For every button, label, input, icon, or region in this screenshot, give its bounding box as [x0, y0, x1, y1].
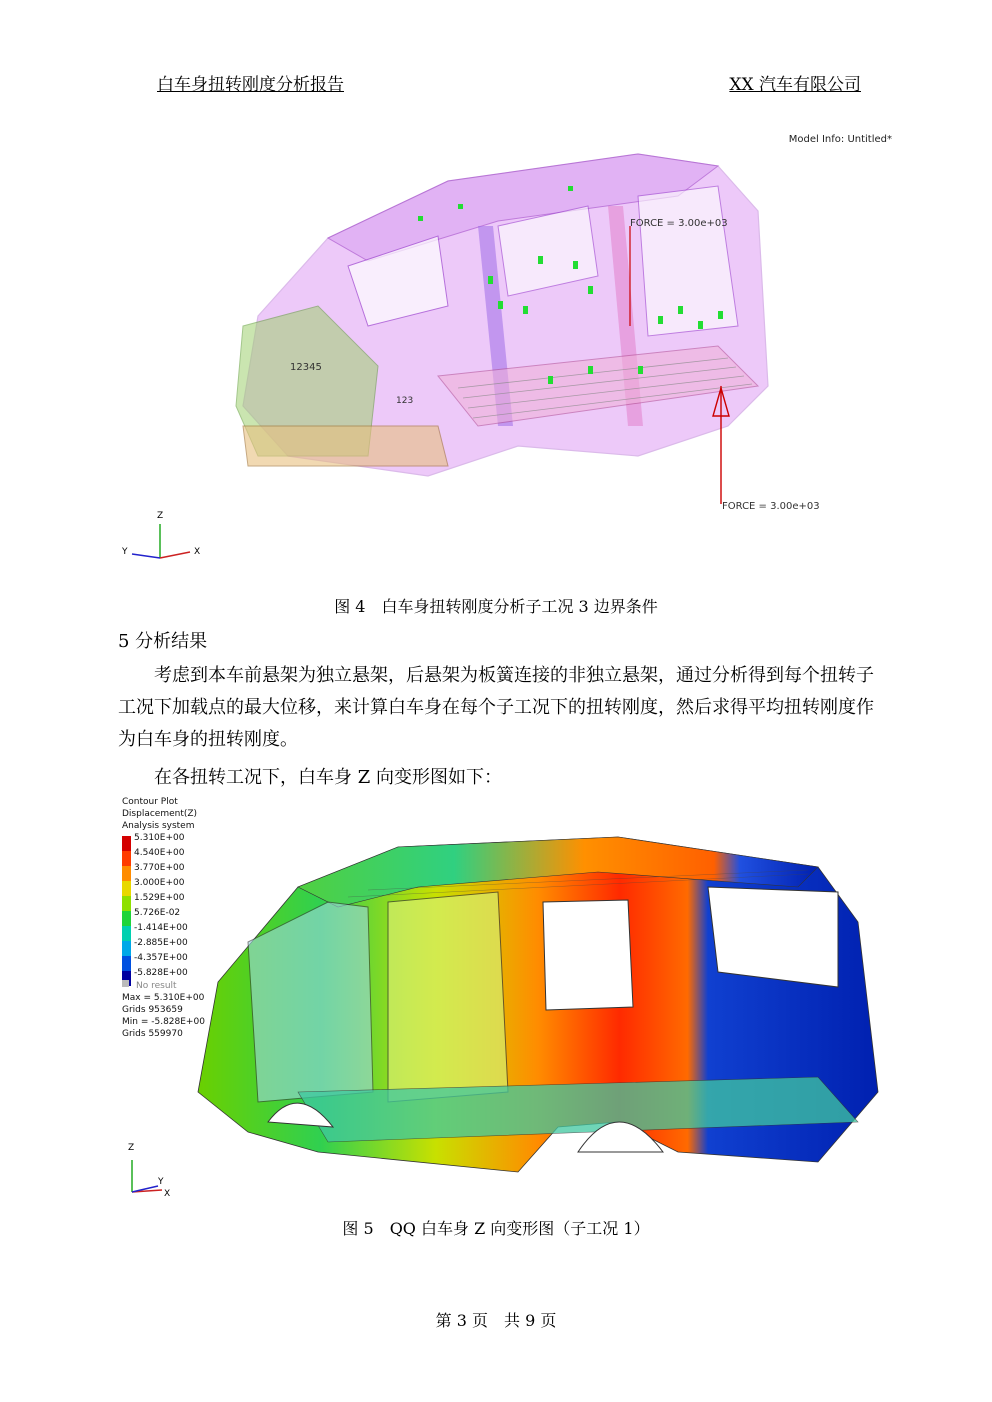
header-company: XX 汽车有限公司 [729, 75, 861, 95]
svg-text:Grids 559970: Grids 559970 [122, 1029, 183, 1039]
legend-value: -2.885E+00 [134, 938, 188, 948]
svg-text:Displacement(Z): Displacement(Z) [122, 809, 198, 819]
legend-swatch [122, 926, 131, 941]
legend-value: -1.414E+00 [134, 923, 188, 933]
legend-value: -5.828E+00 [134, 968, 188, 978]
contour-legend [122, 797, 205, 1039]
legend-swatch [122, 866, 131, 881]
header-title: 白车身扭转刚度分析报告 [157, 75, 344, 95]
legend-value: 3.000E+00 [134, 878, 185, 888]
svg-text:Z: Z [157, 511, 164, 521]
figure-5-caption: 图 5 QQ 白车身 Z 向变形图（子工况 1） [342, 1219, 650, 1238]
legend-swatch [122, 851, 131, 866]
legend-value: 5.310E+00 [134, 833, 185, 843]
page-footer: 第 3 页 共 9 页 [435, 1311, 557, 1330]
svg-text:No result: No result [136, 981, 177, 991]
svg-text:Grids 953659: Grids 953659 [122, 1005, 183, 1015]
svg-text:Min = -5.828E+00: Min = -5.828E+00 [122, 1017, 205, 1027]
body-paragraph-1: 考虑到本车前悬架为独立悬架，后悬架为板簧连接的非独立悬架，通过分析得到每个扭转子工况下加载点的最大位移，来计算白车身在每个子工况下的扭转刚度，然后求得平均扭转刚度作为白车身的扭转刚度。 [118, 665, 874, 750]
legend-value: 3.770E+00 [134, 863, 185, 873]
svg-text:Contour Plot: Contour Plot [122, 797, 178, 807]
legend-swatch [122, 956, 131, 971]
svg-text:Y: Y [122, 547, 128, 557]
figure-4-caption: 图 4 白车身扭转刚度分析子工况 3 边界条件 [334, 597, 658, 616]
axis-triad [128, 1143, 170, 1199]
legend-value: -4.357E+00 [134, 953, 188, 963]
side-door-opening [388, 892, 508, 1102]
model-info-label: Model Info: Untitled* [788, 134, 892, 145]
side-window [543, 900, 633, 1010]
svg-text:X: X [194, 547, 201, 557]
legend-value: 5.726E-02 [134, 908, 181, 918]
figure-5-contour-plot [118, 792, 898, 1202]
front-frame-rail [243, 426, 448, 466]
figure-4-boundary-conditions [118, 126, 898, 578]
svg-text:Y: Y [158, 1177, 164, 1187]
body-paragraph-2: 在各扭转工况下，白车身 Z 向变形图如下： [154, 767, 502, 788]
svg-text:Max = 5.310E+00: Max = 5.310E+00 [122, 993, 205, 1003]
legend-value: 4.540E+00 [134, 848, 185, 858]
force-label-top: FORCE = 3.00e+03 [630, 218, 728, 229]
svg-text:Analysis system: Analysis system [122, 821, 195, 831]
legend-swatch [122, 896, 131, 911]
rear-window [708, 887, 838, 987]
legend-swatch [122, 881, 131, 896]
svg-text:X: X [164, 1189, 171, 1199]
legend-swatch [122, 941, 131, 956]
legend-swatch [122, 836, 131, 851]
axis-triad [121, 511, 200, 558]
node-id-label-2: 123 [396, 396, 414, 406]
legend-swatch [122, 911, 131, 926]
svg-text:Z: Z [128, 1143, 135, 1153]
force-label-bottom: FORCE = 3.00e+03 [722, 501, 820, 512]
section-heading: 5 分析结果 [118, 631, 208, 652]
node-id-label: 12345 [290, 362, 322, 373]
legend-value: 1.529E+00 [134, 893, 185, 903]
